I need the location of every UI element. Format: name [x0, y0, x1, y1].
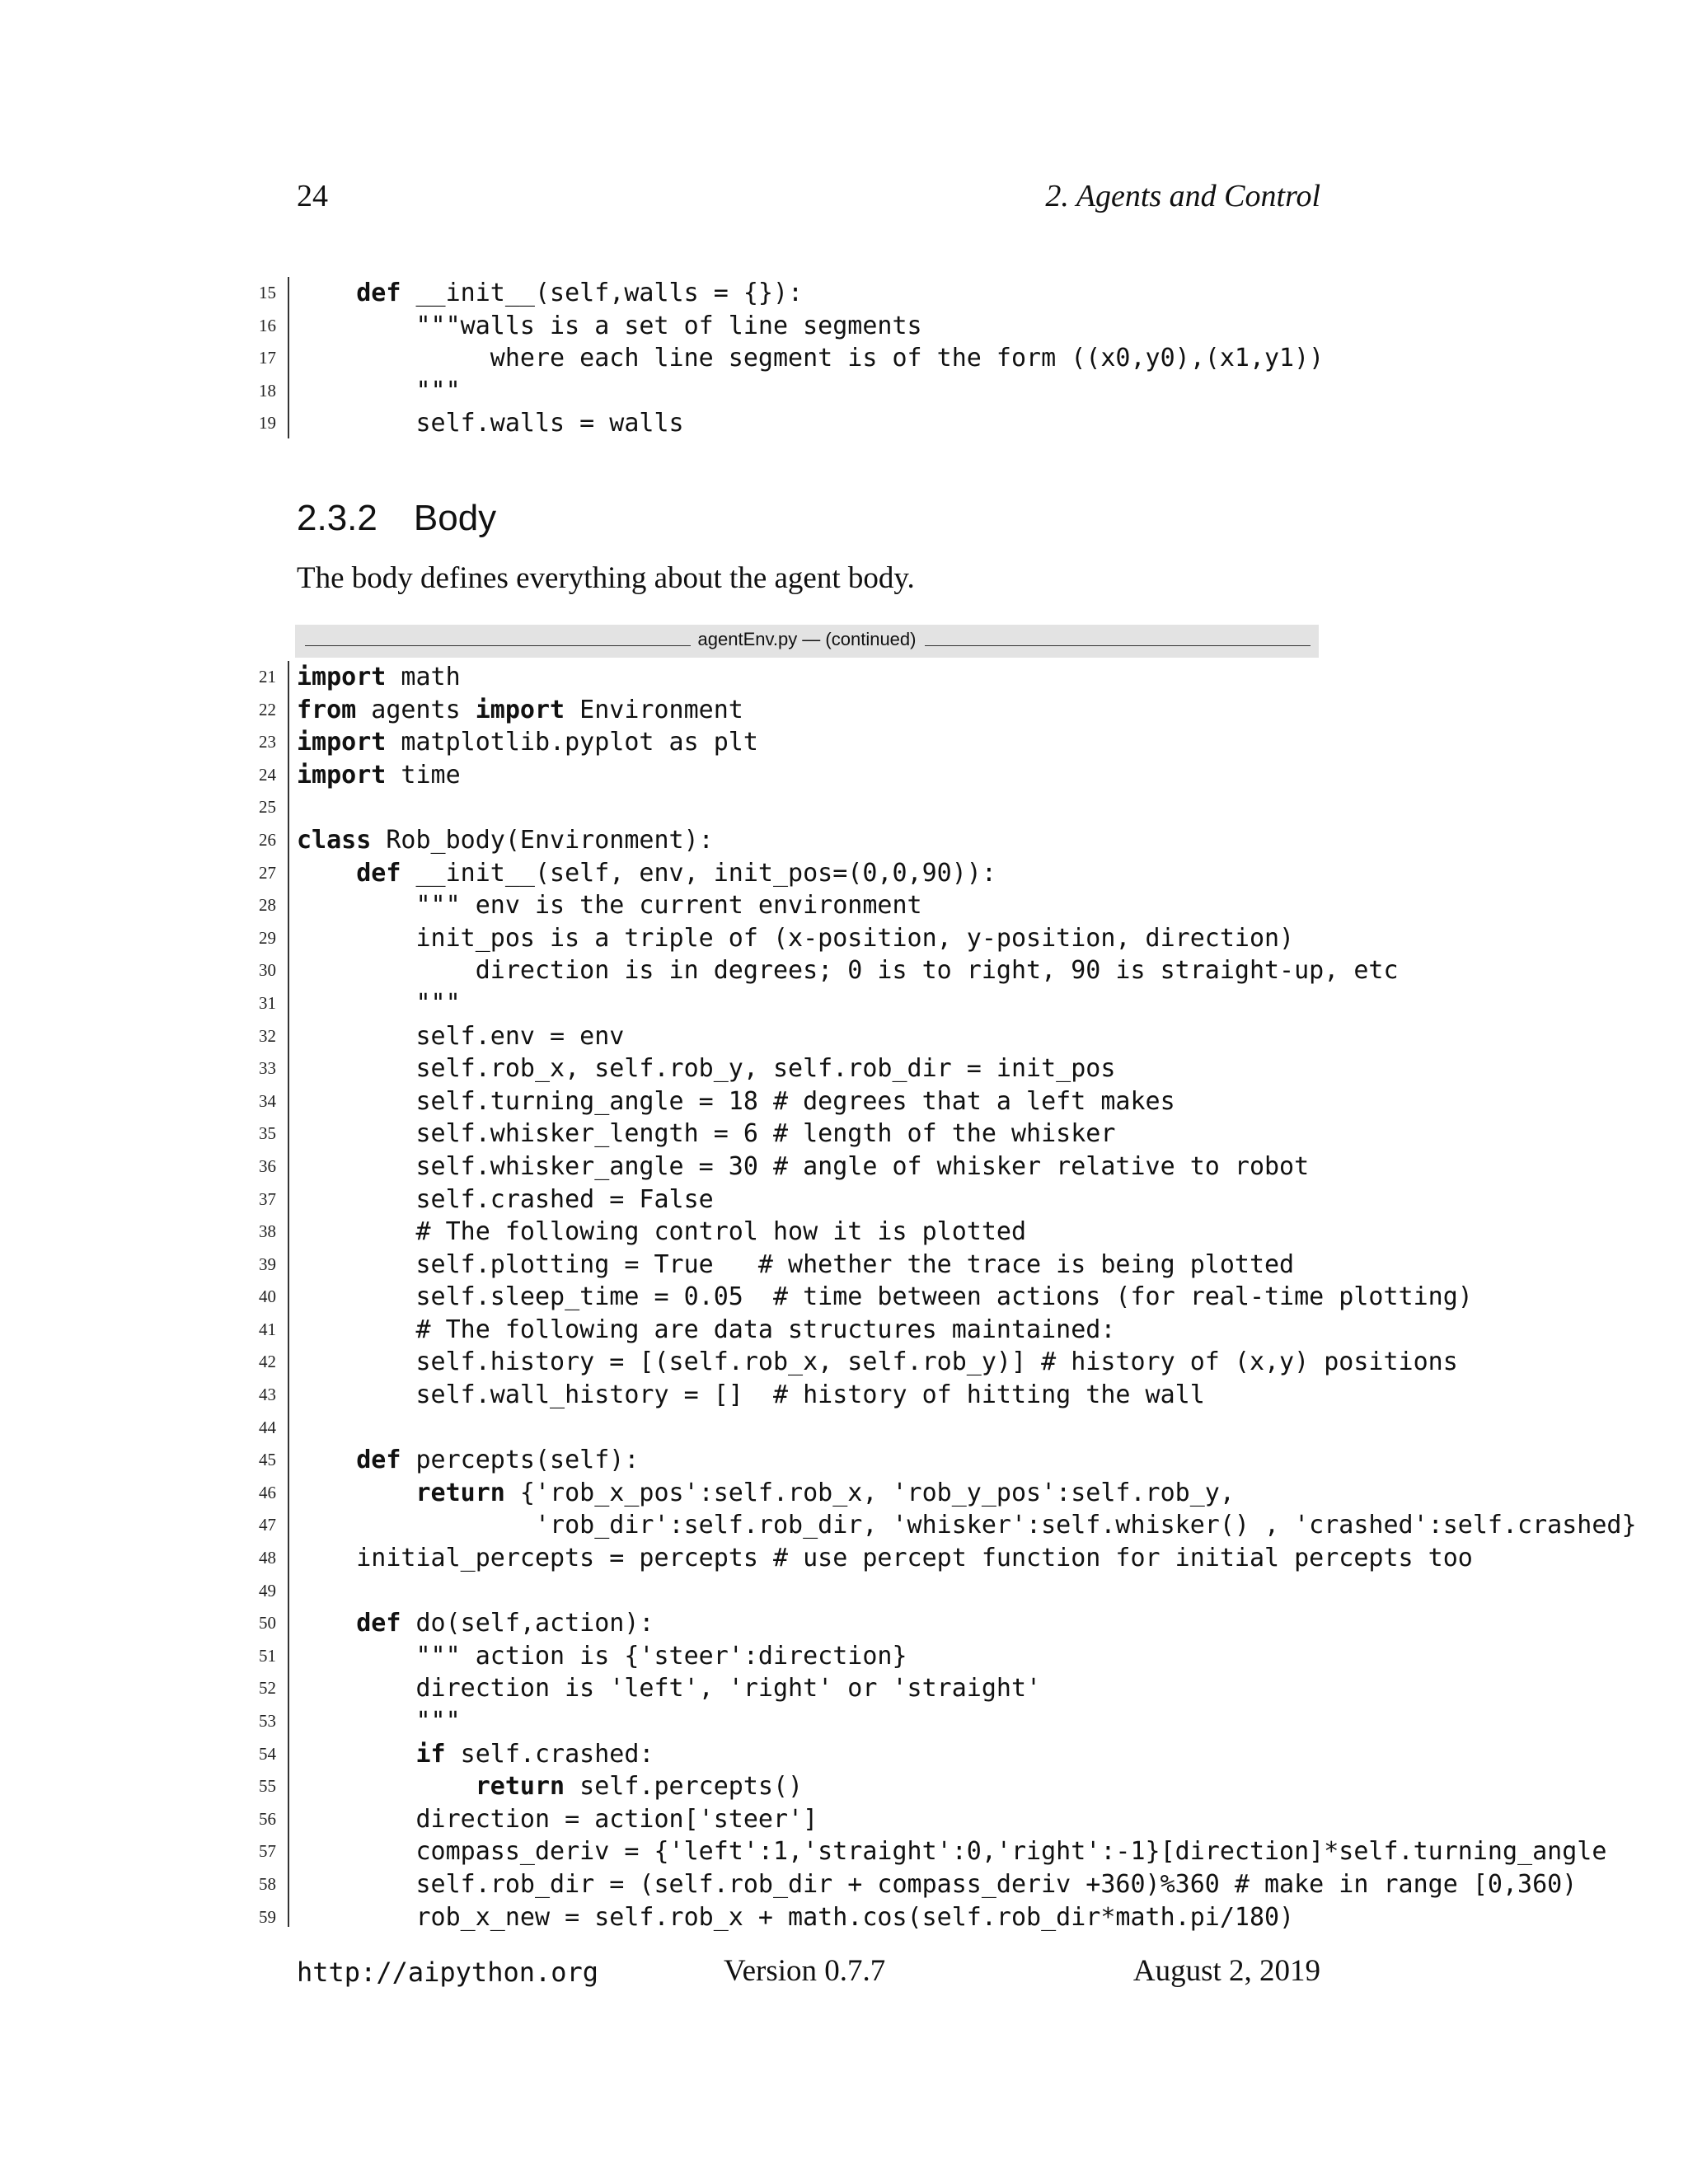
code-keyword: import — [475, 695, 565, 724]
section-title: Body — [413, 498, 497, 538]
code-token: agents — [356, 695, 476, 724]
line-number: 35 — [259, 1123, 276, 1144]
line-number: 36 — [259, 1155, 276, 1176]
line-number: 26 — [259, 829, 276, 850]
code-keyword: from — [297, 695, 357, 724]
code-token: # The following are data structures maintained: — [297, 1315, 1116, 1344]
line-number: 17 — [259, 348, 276, 368]
line-number: 30 — [259, 960, 276, 981]
code-keyword: import — [297, 760, 387, 790]
code-text — [297, 954, 1399, 987]
code-token: direction is in degrees; 0 is to right, 90 is straight-up, etc — [297, 956, 1399, 986]
code-token: self.whisker_length = 6 # length of the whisker — [297, 1119, 1116, 1149]
code-margin-rule — [288, 661, 289, 1927]
code-token: Rob_body(Environment): — [371, 825, 714, 855]
code-token: percepts(self): — [401, 1446, 640, 1475]
code-keyword: import — [297, 728, 387, 757]
code-token: do(self,action): — [401, 1609, 654, 1638]
code-text — [297, 1607, 654, 1640]
code-keyword: def — [356, 1446, 401, 1475]
code-text — [297, 1118, 1115, 1151]
code-text — [297, 1281, 1473, 1314]
code-token: 'rob_dir':self.rob_dir, 'whisker':self.whisker() , 'crashed':self.crashed} — [297, 1511, 1637, 1540]
code-token: self.turning_angle = 18 # degrees that a left makes — [297, 1086, 1175, 1116]
code-text — [297, 407, 684, 440]
code-token: self.crashed = False — [297, 1184, 714, 1214]
code-text — [297, 857, 996, 890]
code-text — [297, 1183, 714, 1216]
line-number: 18 — [259, 380, 276, 401]
line-number: 33 — [259, 1058, 276, 1079]
code-text — [297, 1249, 1294, 1282]
code-token: """ env is the current environment — [297, 891, 922, 921]
code-token: self.rob_dir = (self.rob_dir + compass_deriv +360)%360 # make in range [0,360) — [297, 1869, 1578, 1899]
code-text — [297, 1444, 639, 1477]
line-number: 59 — [259, 1906, 276, 1927]
code-keyword: class — [297, 825, 372, 855]
code-token: rob_x_new = self.rob_x + math.cos(self.rob_dir*math.pi/180) — [297, 1902, 1295, 1932]
code-text — [297, 310, 922, 343]
code-token — [297, 1479, 416, 1507]
code-token: self.plotting = True # whether the trace is being plotted — [297, 1249, 1295, 1279]
code-token: """ — [297, 376, 461, 405]
code-text — [297, 1020, 624, 1053]
code-text — [297, 1085, 1175, 1118]
code-keyword: def — [356, 1609, 401, 1638]
code-text — [297, 1509, 1637, 1542]
code-text — [297, 342, 1324, 375]
code-token: initial_percepts = percepts # use percept function for initial percepts too — [297, 1544, 1473, 1573]
section-heading — [297, 498, 496, 539]
code-text — [297, 726, 758, 759]
line-number: 45 — [259, 1450, 276, 1470]
code-token: # The following control how it is plotted — [297, 1217, 1027, 1247]
code-text — [297, 1542, 1473, 1575]
line-number: 38 — [259, 1221, 276, 1242]
file-banner — [295, 625, 1319, 658]
code-text — [297, 1803, 818, 1836]
line-number: 37 — [259, 1188, 276, 1209]
line-number: 15 — [259, 283, 276, 302]
line-number: 40 — [259, 1286, 276, 1307]
code-keyword: return — [415, 1478, 505, 1507]
line-number: 23 — [259, 732, 276, 752]
line-number: 58 — [259, 1873, 276, 1894]
code-token: __init__(self,walls = {}): — [401, 279, 804, 307]
line-number: 22 — [259, 699, 276, 719]
code-keyword: def — [356, 279, 401, 307]
code-text — [297, 694, 743, 727]
code-text — [297, 1868, 1577, 1901]
line-number: 43 — [259, 1385, 276, 1405]
code-token: self.walls = walls — [297, 409, 684, 438]
line-number: 16 — [259, 315, 276, 335]
code-token: __init__(self, env, init_pos=(0,0,90)): — [401, 858, 996, 888]
code-keyword: return — [475, 1772, 565, 1802]
code-margin-rule — [288, 277, 289, 438]
code-text — [297, 277, 803, 310]
code-token — [297, 1740, 416, 1769]
code-text — [297, 759, 461, 792]
line-number: 27 — [259, 862, 276, 883]
file-banner-label: agentEnv.py — (continued) — [693, 629, 921, 649]
line-number: 42 — [259, 1352, 276, 1372]
section-intro-paragraph: The body defines everything about the agent body. — [297, 561, 915, 595]
line-number: 39 — [259, 1254, 276, 1274]
code-token — [297, 279, 356, 307]
code-token: self.percepts() — [565, 1772, 804, 1802]
code-token: self.sleep_time = 0.05 # time between actions (for real-time plotting) — [297, 1282, 1473, 1312]
code-token: """ action is {'steer':direction} — [297, 1641, 907, 1671]
code-text — [297, 987, 461, 1020]
line-number: 57 — [259, 1841, 276, 1862]
line-number: 46 — [259, 1482, 276, 1502]
code-token: {'rob_x_pos':self.rob_x, 'rob_y_pos':self.rob_y, — [504, 1478, 1235, 1507]
line-number: 19 — [259, 413, 276, 434]
line-number: 29 — [259, 927, 276, 948]
line-number: 56 — [259, 1808, 276, 1829]
footer-version: Version 0.7.7 — [724, 1954, 886, 1988]
line-number: 32 — [259, 1025, 276, 1046]
code-token — [297, 1772, 476, 1801]
line-number: 51 — [259, 1645, 276, 1666]
section-number: 2.3.2 — [297, 498, 377, 538]
line-number: 47 — [259, 1515, 276, 1535]
line-number: 21 — [259, 667, 276, 687]
line-number: 50 — [259, 1613, 276, 1633]
line-number: 53 — [259, 1711, 276, 1731]
line-number: 54 — [259, 1743, 276, 1764]
code-text — [297, 1477, 1235, 1510]
code-text — [297, 1672, 1041, 1705]
code-text — [297, 1835, 1606, 1868]
line-number: 44 — [259, 1417, 276, 1437]
line-number: 48 — [259, 1548, 276, 1568]
code-token: time — [386, 760, 461, 790]
footer-date: August 2, 2019 — [1132, 1954, 1320, 1988]
code-token: direction = action['steer'] — [297, 1804, 818, 1834]
code-token: where each line segment is of the form ((x0,y0),(x1,y1)) — [297, 344, 1325, 373]
line-number: 31 — [259, 992, 276, 1013]
code-text — [297, 1640, 907, 1673]
code-token: self.rob_x, self.rob_y, self.rob_dir = init_pos — [297, 1054, 1116, 1084]
code-token: self.crashed: — [445, 1739, 654, 1769]
code-text — [297, 824, 714, 857]
code-token: """walls is a set of line segments — [297, 311, 922, 340]
line-number: 28 — [259, 895, 276, 916]
line-number: 34 — [259, 1090, 276, 1111]
code-token: self.history = [(self.rob_x, self.rob_y)] # history of (x,y) positions — [297, 1347, 1458, 1377]
line-number: 52 — [259, 1678, 276, 1699]
running-title: 2. Agents and Control — [1045, 179, 1320, 213]
code-text — [297, 1901, 1294, 1934]
line-number: 24 — [259, 764, 276, 785]
code-text — [297, 889, 922, 922]
code-keyword: def — [356, 858, 401, 888]
code-text — [297, 1346, 1458, 1379]
code-text — [297, 1052, 1115, 1085]
code-text — [297, 1770, 803, 1803]
code-text — [297, 375, 461, 408]
code-token: self.env = env — [297, 1021, 625, 1051]
code-token — [297, 1446, 356, 1474]
code-text — [297, 1379, 1205, 1412]
code-token: self.wall_history = [] # history of hitting the wall — [297, 1380, 1205, 1410]
code-token: direction is 'left', 'right' or 'straight' — [297, 1674, 1042, 1704]
code-token: init_pos is a triple of (x-position, y-position, direction) — [297, 923, 1295, 953]
code-text — [297, 922, 1294, 955]
code-text — [297, 1314, 1115, 1347]
footer-url: http://aipython.org — [297, 1957, 599, 1988]
line-number: 25 — [259, 797, 276, 818]
code-token: compass_deriv = {'left':1,'straight':0,'right':-1}[direction]*self.turning_angle — [297, 1837, 1607, 1867]
code-text — [297, 1216, 1026, 1249]
code-token: """ — [297, 1707, 461, 1736]
code-keyword: import — [297, 663, 387, 691]
page-number: 24 — [297, 179, 328, 213]
code-token: """ — [297, 988, 461, 1018]
code-token: math — [386, 663, 461, 691]
code-token: matplotlib.pyplot as plt — [386, 728, 758, 757]
code-token: self.whisker_angle = 30 # angle of whisker relative to robot — [297, 1151, 1310, 1181]
code-text — [297, 1151, 1309, 1183]
code-text — [297, 661, 461, 694]
code-token: Environment — [565, 695, 743, 724]
code-token — [297, 859, 356, 888]
code-text — [297, 1738, 654, 1771]
line-number: 49 — [259, 1580, 276, 1601]
code-text — [297, 1705, 461, 1738]
code-token — [297, 1609, 356, 1638]
line-number: 55 — [259, 1776, 276, 1797]
line-number: 41 — [259, 1319, 276, 1339]
code-keyword: if — [415, 1739, 446, 1769]
